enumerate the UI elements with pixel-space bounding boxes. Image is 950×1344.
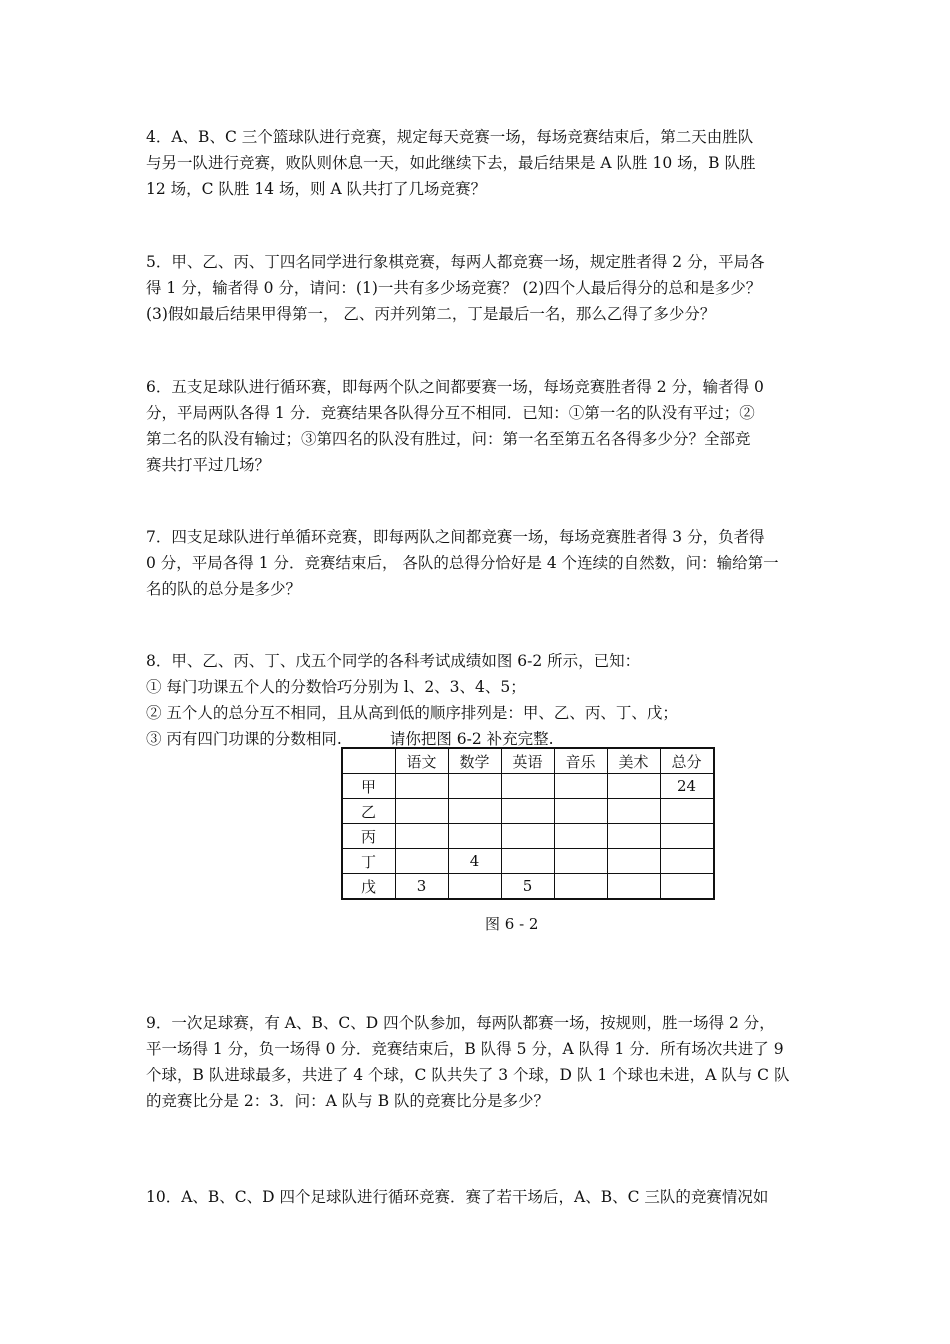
question-7: [146, 524, 811, 602]
table-cell: 4: [448, 849, 501, 874]
table-cell: [607, 849, 660, 874]
header-cell: 数学: [448, 748, 501, 774]
instruction-text: 请你把图 6-2 补充完整.: [389, 730, 554, 748]
table-cell: [395, 824, 448, 849]
table-header-row: [342, 748, 714, 774]
table-cell: 5: [501, 874, 554, 900]
question-line: 赛共打平过几场？: [146, 456, 271, 474]
question-line: 12 场，C 队胜 14 场，则 A 队共打了几场竞赛？: [146, 180, 487, 198]
table-cell: [501, 799, 554, 824]
table-cell: [501, 774, 554, 799]
table-row: [342, 874, 714, 900]
table-cell: 3: [395, 874, 448, 900]
question-line: 7．四支足球队进行单循环竞赛，即每两队之间都竞赛一场，每场竞赛胜者得 3 分，负者得: [146, 528, 765, 546]
table-cell: [660, 824, 714, 849]
table-row: [342, 849, 714, 874]
table-row: [342, 799, 714, 824]
table-cell: [501, 824, 554, 849]
question-line: 与另一队进行竞赛，败队则休息一天，如此继续下去，最后结果是 A 队胜 10 场，B 队胜: [146, 154, 756, 172]
row-label: 丙: [342, 824, 395, 849]
table-cell: [660, 874, 714, 900]
table-cell: [554, 774, 607, 799]
question-8: [146, 648, 811, 752]
question-line: 名的队的总分是多少？: [146, 580, 302, 598]
question-line: 5．甲、乙、丙、丁四名同学进行象棋竞赛，每两人都竞赛一场，规定胜者得 2 分，平局各: [146, 253, 765, 271]
table-cell: [660, 849, 714, 874]
table-cell: [448, 799, 501, 824]
row-label: 乙: [342, 799, 395, 824]
table-row: [342, 824, 714, 849]
question-line: ② 五个人的总分互不相同，且从高到低的顺序排列是：甲、乙、丙、丁、戊；: [146, 704, 678, 722]
table-cell: [395, 849, 448, 874]
table-cell: [607, 774, 660, 799]
table-cell: [395, 774, 448, 799]
table-caption: 图 6 - 2: [485, 915, 539, 933]
question-line: 9．一次足球赛，有 A、B、C、D 四个队参加，每两队都赛一场，按规则，胜一场得 2 分，: [146, 1014, 775, 1032]
table-row: [342, 774, 714, 799]
question-line: 得 1 分，输者得 0 分，请问：(1)一共有多少场竞赛？ (2)四个人最后得分的总和是多少？: [146, 279, 762, 297]
table-cell: [554, 799, 607, 824]
table-cell: [501, 849, 554, 874]
question-10: [146, 1184, 811, 1210]
table-cell: [607, 799, 660, 824]
condition-3: ③ 丙有四门功课的分数相同.: [146, 730, 342, 748]
question-line: 平一场得 1 分，负一场得 0 分．竞赛结束后，B 队得 5 分，A 队得 1 分．所有场次共进了 9: [146, 1040, 784, 1058]
header-cell: [342, 748, 395, 774]
table-cell: 24: [660, 774, 714, 799]
question-line: 分，平局两队各得 1 分．竞赛结果各队得分互不相同．已知：①第一名的队没有平过；②: [146, 404, 755, 422]
question-5: [146, 249, 811, 327]
question-line: 6．五支足球队进行循环赛，即每两个队之间都要赛一场，每场竞赛胜者得 2 分，输者得 0: [146, 378, 764, 396]
header-cell: 美术: [607, 748, 660, 774]
table-cell: [448, 874, 501, 900]
table-cell: [554, 824, 607, 849]
question-line: 第二名的队没有输过；③第四名的队没有胜过，问：第一名至第五名各得多少分？全部竞: [146, 430, 751, 448]
score-table: [341, 747, 715, 900]
question-6: [146, 374, 811, 478]
row-label: 戊: [342, 874, 395, 900]
question-line: 个球，B 队进球最多，共进了 4 个球，C 队共失了 3 个球，D 队 1 个球也未进，A 队与 C 队: [146, 1066, 790, 1084]
table-cell: [660, 799, 714, 824]
question-line: 10．A、B、C、D 四个足球队进行循环竞赛．赛了若干场后，A、B、C 三队的竞赛情况如: [146, 1188, 769, 1206]
table-cell: [554, 849, 607, 874]
question-line: ① 每门功课五个人的分数恰巧分别为 l、2、3、4、5；: [146, 678, 526, 696]
table-cell: [448, 774, 501, 799]
table-cell: [395, 799, 448, 824]
row-label: 甲: [342, 774, 395, 799]
header-cell: 语文: [395, 748, 448, 774]
table-cell: [607, 824, 660, 849]
row-label: 丁: [342, 849, 395, 874]
header-cell: 英语: [501, 748, 554, 774]
table-cell: [448, 824, 501, 849]
question-line: 4．A、B、C 三个篮球队进行竞赛，规定每天竞赛一场，每场竞赛结束后，第二天由胜队: [146, 128, 754, 146]
question-line: 8．甲、乙、丙、丁、戊五个同学的各科考试成绩如图 6-2 所示，已知：: [146, 652, 641, 670]
question-line: 的竞赛比分是 2：3．问：A 队与 B 队的竞赛比分是多少？: [146, 1092, 550, 1110]
header-cell: 音乐: [554, 748, 607, 774]
table-cell: [607, 874, 660, 900]
question-9: [146, 1010, 811, 1114]
question-4: [146, 124, 811, 202]
question-line: 0 分，平局各得 1 分．竞赛结束后， 各队的总得分恰好是 4 个连续的自然数，问：输给第一: [146, 554, 779, 572]
question-line: (3)假如最后结果甲得第一， 乙、丙并列第二，丁是最后一名，那么乙得了多少分？: [146, 305, 716, 323]
header-cell: 总分: [660, 748, 714, 774]
table-cell: [554, 874, 607, 900]
